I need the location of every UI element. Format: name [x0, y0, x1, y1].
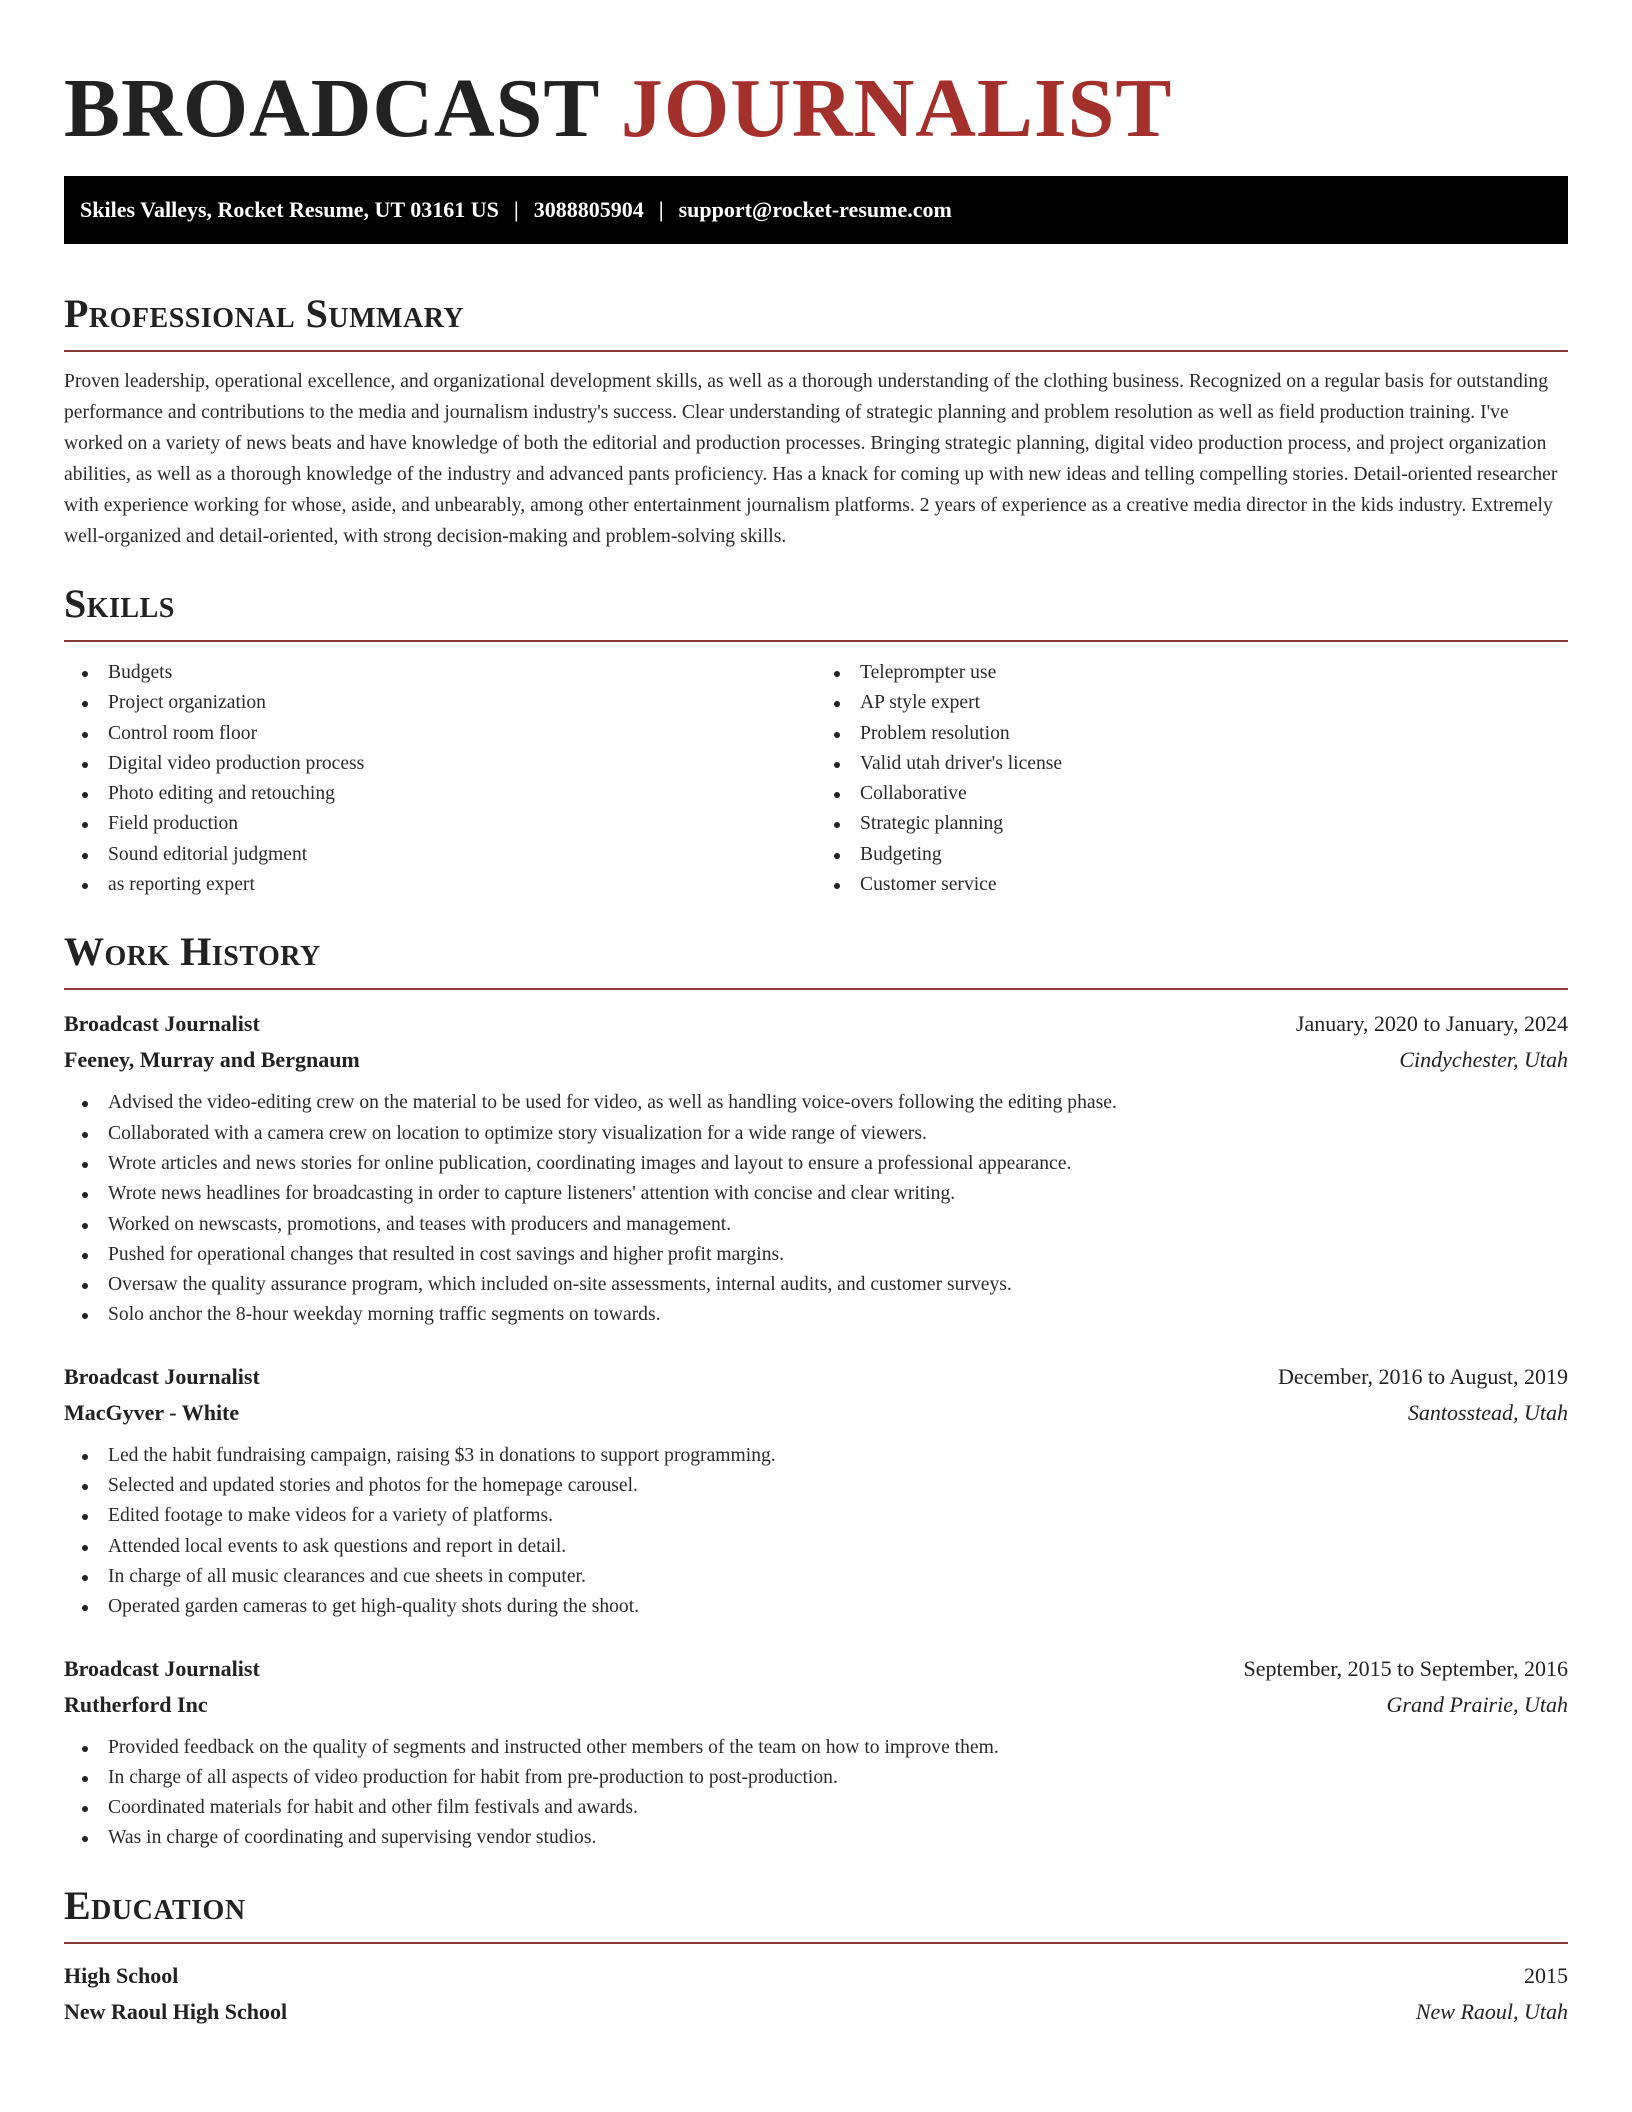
- skill-item: Valid utah driver's license: [860, 749, 1568, 779]
- skill-item: Field production: [108, 809, 816, 839]
- job-bullet: Attended local events to ask questions and report in detail.: [108, 1532, 1568, 1562]
- skill-item: Project organization: [108, 688, 816, 718]
- summary-section: [64, 290, 1568, 552]
- job-bullet: Was in charge of coordinating and supervising vendor studios.: [108, 1823, 1568, 1853]
- skills-list-left: [64, 658, 816, 900]
- education-school: New Raoul High School: [64, 1998, 288, 2024]
- job-header-row: [64, 1651, 1568, 1687]
- skill-item: Problem resolution: [860, 719, 1568, 749]
- job-bullet: Led the habit fundraising campaign, raising $3 in donations to support programming.: [108, 1441, 1568, 1471]
- education-year: 2015: [1524, 1962, 1568, 1988]
- skill-item: as reporting expert: [108, 870, 816, 900]
- work-history-heading: Work History: [64, 929, 321, 975]
- section-divider: [64, 1942, 1568, 1944]
- job-bullets: [64, 1733, 1568, 1854]
- job-bullet: Advised the video-editing crew on the material to be used for video, as well as handling voice-overs following the editing phase.: [108, 1088, 1568, 1118]
- title-accent: JOURNALIST: [620, 62, 1173, 155]
- education-location: New Raoul, Utah: [1415, 1998, 1568, 2024]
- job-company: Rutherford Inc: [64, 1691, 208, 1717]
- job-company-row: [64, 1042, 1568, 1078]
- skill-item: Customer service: [860, 870, 1568, 900]
- skills-heading: Skills: [64, 581, 175, 626]
- education-section: [64, 1882, 1568, 2030]
- contact-phone: 3088805904: [533, 197, 644, 222]
- job-header-row: [64, 1006, 1568, 1042]
- education-school-row: [64, 1994, 1568, 2030]
- work-history-section: [64, 928, 1568, 1853]
- education-row: [64, 1958, 1568, 1994]
- skill-item: AP style expert: [860, 688, 1568, 718]
- job-entry: [64, 1651, 1568, 1854]
- contact-separator: |: [658, 197, 664, 222]
- title-main: BROADCAST: [64, 62, 599, 155]
- education-heading: Education: [64, 1882, 246, 1928]
- job-location: Grand Prairie, Utah: [1386, 1691, 1568, 1717]
- job-company: Feeney, Murray and Bergnaum: [64, 1047, 360, 1073]
- contact-separator: |: [513, 197, 519, 222]
- job-title: Broadcast Journalist: [64, 1655, 260, 1681]
- contact-bar: [64, 176, 1568, 244]
- job-entry: [64, 1359, 1568, 1623]
- job-bullet: Solo anchor the 8-hour weekday morning traffic segments on towards.: [108, 1300, 1568, 1330]
- education-degree: High School: [64, 1962, 179, 1988]
- education-entry: [64, 1958, 1568, 2030]
- job-company-row: [64, 1395, 1568, 1431]
- job-bullet: Pushed for operational changes that resulted in cost savings and higher profit margins.: [108, 1240, 1568, 1270]
- job-bullets: [64, 1088, 1568, 1330]
- job-company-row: [64, 1687, 1568, 1723]
- skill-item: Budgets: [108, 658, 816, 688]
- job-dates: September, 2015 to September, 2016: [1243, 1655, 1568, 1681]
- skills-columns: [64, 658, 1568, 900]
- skill-item: Sound editorial judgment: [108, 840, 816, 870]
- job-bullet: Provided feedback on the quality of segments and instructed other members of the team on how to improve them.: [108, 1733, 1568, 1763]
- section-divider: [64, 640, 1568, 642]
- job-location: Santosstead, Utah: [1407, 1399, 1568, 1425]
- section-divider: [64, 988, 1568, 990]
- skill-item: Photo editing and retouching: [108, 779, 816, 809]
- job-bullet: Oversaw the quality assurance program, which included on-site assessments, internal audits, and customer surveys.: [108, 1270, 1568, 1300]
- summary-text: Proven leadership, operational excellence, and organizational development skills, as well as a thorough understanding of the clothing business. Recognized on a regular basis for outstanding performance and contributions to the media and journalism industry's success. Clear understanding of strategic planning and problem resolution as well as field production training. I've worked on a variety of news beats and have knowledge of both the editorial and production processes. Bringing strategic planning, digital video production process, and project organization abilities, as well as a thorough knowledge of the industry and advanced pants proficiency. Has a knack for coming up with new ideas and telling compelling stories. Detail-oriented researcher with experience working for whose, aside, and unbearably, among other entertainment journalism platforms. 2 years of experience as a creative media director in the kids industry. Extremely well-organized and detail-oriented, with strong decision-making and problem-solving skills.: [64, 371, 1558, 547]
- job-bullet: In charge of all music clearances and cue sheets in computer.: [108, 1562, 1568, 1592]
- job-bullet: Wrote news headlines for broadcasting in order to capture listeners' attention with concise and clear writing.: [108, 1179, 1568, 1209]
- job-dates: January, 2020 to January, 2024: [1295, 1011, 1568, 1037]
- job-bullet: Coordinated materials for habit and other film festivals and awards.: [108, 1793, 1568, 1823]
- job-bullet: Edited footage to make videos for a variety of platforms.: [108, 1501, 1568, 1531]
- job-bullet: Worked on newscasts, promotions, and teases with producers and management.: [108, 1210, 1568, 1240]
- resume-title: [64, 0, 1568, 160]
- skills-section: [64, 580, 1568, 900]
- skill-item: Digital video production process: [108, 749, 816, 779]
- job-bullet: Collaborated with a camera crew on location to optimize story visualization for a wide range of viewers.: [108, 1119, 1568, 1149]
- skills-list-right: [816, 658, 1568, 900]
- job-bullet: Selected and updated stories and photos for the homepage carousel.: [108, 1471, 1568, 1501]
- skill-item: Teleprompter use: [860, 658, 1568, 688]
- job-dates: December, 2016 to August, 2019: [1278, 1363, 1568, 1389]
- job-bullet: Wrote articles and news stories for online publication, coordinating images and layout to ensure a professional appearance.: [108, 1149, 1568, 1179]
- summary-heading: Professional Summary: [64, 291, 465, 336]
- job-header-row: [64, 1359, 1568, 1395]
- contact-address: Skiles Valleys, Rocket Resume, UT 03161 US: [80, 197, 499, 222]
- job-entry: [64, 1006, 1568, 1330]
- skill-item: Collaborative: [860, 779, 1568, 809]
- job-bullet: Operated garden cameras to get high-quality shots during the shoot.: [108, 1592, 1568, 1622]
- section-divider: [64, 350, 1568, 352]
- job-title: Broadcast Journalist: [64, 1011, 260, 1037]
- job-title: Broadcast Journalist: [64, 1363, 260, 1389]
- job-bullet: In charge of all aspects of video production for habit from pre-production to post-production.: [108, 1763, 1568, 1793]
- job-bullets: [64, 1441, 1568, 1623]
- skill-item: Control room floor: [108, 719, 816, 749]
- contact-email[interactable]: support@rocket-resume.com: [678, 197, 952, 222]
- job-location: Cindychester, Utah: [1399, 1047, 1568, 1073]
- job-company: MacGyver - White: [64, 1399, 240, 1425]
- skill-item: Strategic planning: [860, 809, 1568, 839]
- skill-item: Budgeting: [860, 840, 1568, 870]
